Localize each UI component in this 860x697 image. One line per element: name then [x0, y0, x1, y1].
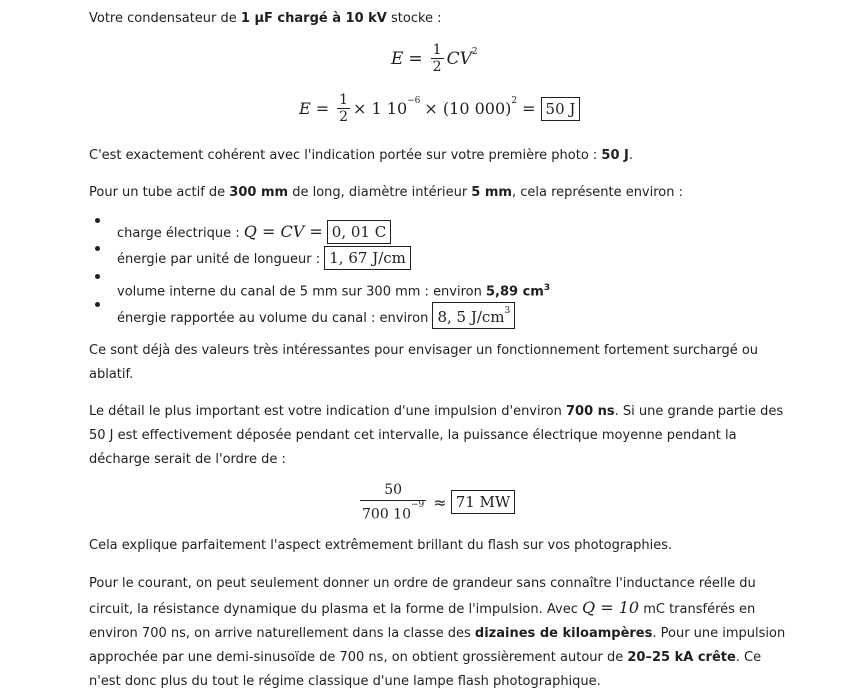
intro-bold: 1 µF chargé à 10 kV [240, 11, 387, 26]
intro-paragraph [89, 7, 789, 31]
eq2-mid2: × (10 000) [424, 99, 512, 118]
charge-formula: Q = CV = [243, 222, 323, 241]
list-item-volume [89, 274, 789, 302]
p7-text1: Pour le courant, on peut seulement donner un ordre de grandeur sans connaître l'inductance réelle du circuit, la résistance dynamique du plasma et la forme de l'impulsion. Avec [89, 576, 756, 617]
eq2-num: 1 [339, 92, 349, 108]
list-item-energy-per-length [89, 246, 789, 274]
eq3-den-text: 700 10 [362, 506, 411, 523]
eq2-mid1: × 1 10 [353, 99, 408, 118]
p7-text2: mC transférés en environ 700 ns, on arrive naturellement dans la classe des [89, 602, 756, 641]
eq2-lhs: E [299, 99, 311, 118]
energy-volume-boxed-value [432, 302, 515, 329]
consistency-paragraph [89, 144, 789, 168]
values-list [89, 218, 789, 332]
eq2-boxed-result: 50 J [541, 97, 581, 121]
eq3-exp: −9 [411, 500, 425, 510]
eq1-num: 1 [432, 42, 442, 58]
p2-end: . [628, 148, 634, 163]
eq2-exp2: 2 [511, 95, 518, 106]
eq3-den [360, 500, 426, 523]
eq1-den: 2 [432, 59, 442, 75]
p3-text2: de long, diamètre intérieur [288, 185, 472, 200]
charge-boxed-value: 0, 01 C [327, 220, 391, 244]
eq1-rhs: CV [446, 48, 472, 69]
interest-paragraph: Ce sont déjà des valeurs très intéressantes pour envisager un fonctionnement fortement surchargé ou ablatif. [89, 343, 759, 382]
eq2-equals2: = [522, 99, 536, 118]
p5-text2: . Si une grande partie des 50 J est effectivement déposée pendant cet intervalle, la puissance électrique moyenne pendant la décharge serait de l'ordre de : [89, 404, 784, 467]
p7-text3: . Pour une impulsion approchée par une demi-sinusoïde de 700 ns, on obtient grossièrement autour de [89, 626, 786, 665]
eq3-boxed-result: 71 MW [451, 490, 516, 514]
eq2-equals: = [315, 99, 330, 118]
p5-bold: 700 ns [566, 404, 615, 419]
p3-text3: , cela représente environ : [511, 185, 683, 200]
intro-text-end: stocke : [386, 11, 442, 26]
charge-label: charge électrique : [117, 226, 244, 241]
p3-text1: Pour un tube actif de [89, 185, 230, 200]
equation-energy-formula [391, 42, 478, 75]
energy-length-boxed-value: 1, 67 J/cm [324, 246, 411, 270]
eq1-lhs: E [391, 48, 404, 69]
eq1-exp: 2 [471, 46, 478, 57]
volume-exp: 3 [543, 283, 551, 293]
p7-math: Q = 10 [582, 598, 640, 617]
energy-volume-text: 8, 5 J/cm [437, 308, 505, 326]
energy-length-label: énergie par unité de longueur : [117, 252, 325, 267]
flash-paragraph: Cela explique parfaitement l'aspect extrêmement brillant du flash sur vos photographies. [89, 538, 673, 553]
energy-volume-exp: 3 [504, 306, 511, 316]
volume-value: 5,89 cm [486, 284, 544, 300]
p5-text1: Le détail le plus important est votre indication d'une impulsion d'environ [89, 404, 566, 419]
p7-bold1: dizaines de kiloampères [474, 626, 653, 641]
eq2-exp1: −6 [407, 95, 421, 106]
list-item-charge [89, 218, 789, 246]
equation-power [357, 482, 515, 523]
p2-text: C'est exactement cohérent avec l'indication portée sur votre première photo : [89, 148, 602, 163]
intro-text: Votre condensateur de [89, 11, 241, 26]
tube-paragraph [89, 181, 789, 205]
eq1-fraction [431, 42, 444, 75]
eq3-fraction [360, 482, 426, 523]
current-paragraph [89, 572, 789, 694]
volume-label: volume interne du canal de 5 mm sur 300 mm : environ [117, 284, 486, 300]
eq3-num: 50 [384, 482, 403, 498]
p2-bold: 50 J [601, 148, 629, 163]
p7-bold2: 20–25 kA crête [627, 650, 736, 665]
eq3-approx: ≈ [433, 492, 447, 512]
equation-energy-value [299, 92, 580, 125]
p3-bold1: 300 mm [229, 185, 289, 200]
pulse-paragraph [89, 400, 789, 472]
energy-volume-label: énergie rapportée au volume du canal : environ [117, 311, 433, 326]
eq1-equals: = [408, 48, 423, 69]
p7-text4: . Ce n'est donc plus du tout le régime classique d'une lampe flash photographique. [89, 650, 762, 689]
eq2-fraction [337, 92, 350, 125]
eq2-den: 2 [339, 109, 349, 125]
list-item-energy-per-volume [89, 302, 789, 332]
p3-bold2: 5 mm [471, 185, 512, 200]
